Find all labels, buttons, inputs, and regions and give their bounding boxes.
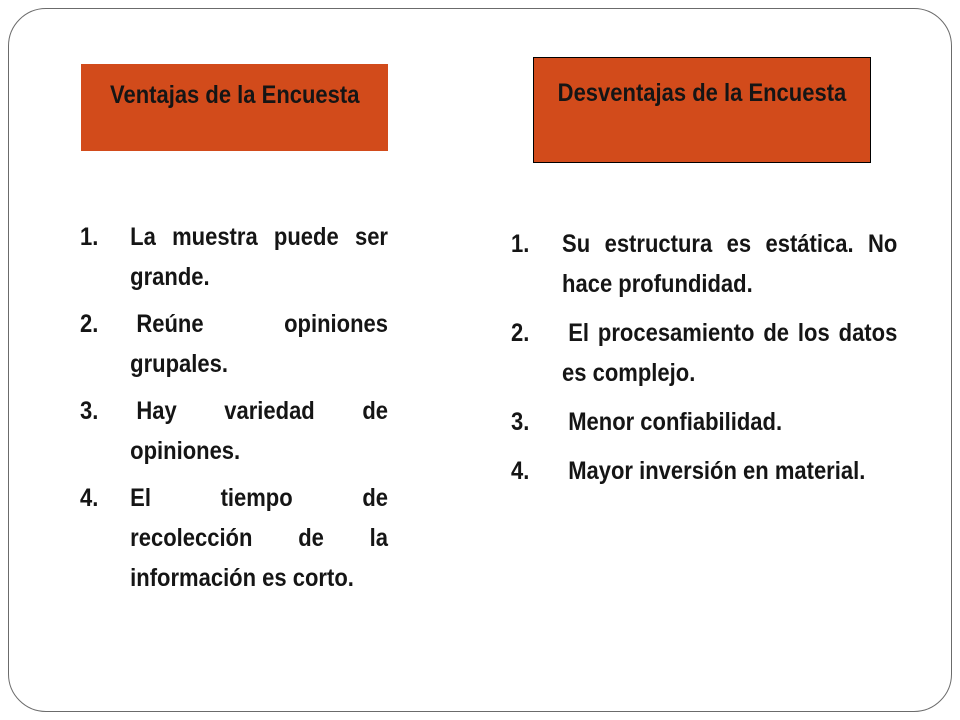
item-line: opiniones. bbox=[130, 437, 241, 465]
item-text bbox=[562, 451, 897, 491]
item-number: 1. bbox=[511, 230, 530, 258]
item-number: 4. bbox=[511, 457, 530, 485]
list-item bbox=[511, 313, 897, 393]
item-line: es complejo. bbox=[562, 359, 696, 387]
item-line: grande. bbox=[130, 263, 210, 291]
list-item bbox=[511, 451, 897, 491]
item-number: 4. bbox=[80, 484, 99, 512]
desventajas-header bbox=[533, 57, 871, 163]
item-line: Su estructura es estática. No bbox=[562, 230, 898, 258]
list-item bbox=[80, 391, 388, 471]
ventajas-title: Ventajas de la Encuesta bbox=[109, 81, 360, 109]
item-line: recolección de la bbox=[130, 524, 388, 552]
desventajas-list bbox=[511, 224, 897, 500]
list-item bbox=[511, 402, 897, 442]
item-text bbox=[130, 304, 388, 384]
item-line: El tiempo de bbox=[130, 484, 388, 512]
item-line: La muestra puede ser bbox=[130, 223, 388, 251]
item-line: Mayor inversión en material. bbox=[568, 457, 866, 485]
item-number: 1. bbox=[80, 223, 99, 251]
item-number: 2. bbox=[511, 319, 530, 347]
item-line: información es corto. bbox=[130, 564, 354, 592]
item-line: El procesamiento de los datos bbox=[568, 319, 898, 347]
item-text bbox=[130, 391, 388, 471]
item-line: Hay variedad de bbox=[136, 397, 388, 425]
item-number: 3. bbox=[80, 397, 99, 425]
ventajas-header bbox=[81, 64, 388, 151]
item-text bbox=[130, 478, 388, 598]
item-text bbox=[562, 224, 897, 304]
list-item bbox=[511, 224, 897, 304]
item-text bbox=[562, 402, 897, 442]
item-number: 2. bbox=[80, 310, 99, 338]
item-text bbox=[130, 217, 388, 297]
list-item bbox=[80, 304, 388, 384]
list-item bbox=[80, 217, 388, 297]
ventajas-list bbox=[80, 217, 388, 605]
list-item bbox=[80, 478, 388, 598]
desventajas-title: Desventajas de la Encuesta bbox=[557, 79, 847, 107]
item-line: hace profundidad. bbox=[562, 270, 753, 298]
item-line: Menor confiabilidad. bbox=[568, 408, 783, 436]
item-text bbox=[562, 313, 897, 393]
item-line: Reúne opiniones bbox=[136, 310, 388, 338]
item-line: grupales. bbox=[130, 350, 228, 378]
item-number: 3. bbox=[511, 408, 530, 436]
